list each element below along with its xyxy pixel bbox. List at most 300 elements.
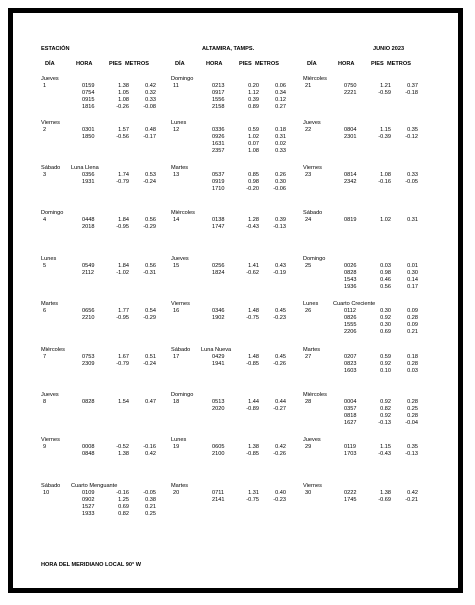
tide-metros: -0.24 <box>143 179 156 185</box>
tide-pies: -0.52 <box>116 444 129 450</box>
tide-hora: 0513 <box>212 399 225 405</box>
tide-hora: 0119 <box>344 444 357 450</box>
tide-pies: 1.08 <box>248 148 259 154</box>
tide-hora: 1527 <box>82 504 95 510</box>
header-metros: METROS <box>255 61 279 67</box>
tide-hora: 2020 <box>212 406 225 412</box>
tide-pies: 0.20 <box>248 83 259 89</box>
tide-metros: 0.44 <box>275 399 286 405</box>
weekday-label: Martes <box>41 301 59 307</box>
header-pies: PIES <box>371 61 384 67</box>
tide-metros: 0.28 <box>407 315 418 321</box>
tide-pies: 0.30 <box>380 322 391 328</box>
weekday-label: Jueves <box>41 392 59 398</box>
tide-hora: 2221 <box>344 90 357 96</box>
tide-metros: 0.09 <box>407 308 418 314</box>
tide-pies: 1.57 <box>118 127 129 133</box>
tide-metros: 0.43 <box>275 263 286 269</box>
station-label: ESTACIÓN <box>41 46 70 52</box>
tide-pies: -0.85 <box>246 451 259 457</box>
header-pies: PIES <box>239 61 252 67</box>
header-dia: DÍA <box>45 61 55 67</box>
tide-metros: 0.35 <box>407 444 418 450</box>
weekday-label: Viernes <box>303 165 322 171</box>
tide-pies: 0.82 <box>380 406 391 412</box>
tide-hora: 1816 <box>82 104 95 110</box>
day-number: 8 <box>43 399 47 405</box>
tide-hora: 0823 <box>344 361 357 367</box>
tide-metros: 0.18 <box>275 127 286 133</box>
tide-hora: 1824 <box>212 270 225 276</box>
tide-pies: 0.46 <box>380 277 391 283</box>
tide-metros: -0.26 <box>273 451 286 457</box>
tide-hora: 1555 <box>344 322 357 328</box>
tide-pies: 1.48 <box>248 354 259 360</box>
tide-pies: -0.39 <box>378 134 391 140</box>
weekday-label: Miércoles <box>303 392 327 398</box>
tide-metros: 0.56 <box>145 263 156 269</box>
tide-metros: -0.23 <box>273 315 286 321</box>
weekday-label: Domingo <box>171 392 194 398</box>
tide-hora: 1631 <box>212 141 225 147</box>
tide-hora: 0828 <box>82 399 95 405</box>
tide-hora: 0109 <box>82 490 95 496</box>
weekday-label: Lunes <box>303 301 319 307</box>
header-hora: HORA <box>76 61 93 67</box>
tide-metros: 0.42 <box>407 490 418 496</box>
tide-hora: 0159 <box>82 83 95 89</box>
tide-pies: -1.02 <box>116 270 129 276</box>
day-number: 9 <box>43 444 47 450</box>
tide-metros: -0.19 <box>273 270 286 276</box>
weekday-label: Lunes <box>41 256 57 262</box>
header-hora: HORA <box>338 61 355 67</box>
tide-pies: 1.02 <box>380 217 391 223</box>
tide-metros: 0.30 <box>275 179 286 185</box>
day-number: 26 <box>305 308 312 314</box>
tide-hora: 0826 <box>344 315 357 321</box>
tide-pies: 0.30 <box>380 308 391 314</box>
tide-pies: 1.25 <box>118 497 129 503</box>
tide-hora: 0138 <box>212 217 225 223</box>
tide-metros: -0.24 <box>143 361 156 367</box>
tide-pies: -0.13 <box>378 420 391 426</box>
tide-pies: -0.16 <box>116 490 129 496</box>
tide-metros: -0.12 <box>405 134 418 140</box>
tide-pies: -0.26 <box>116 104 129 110</box>
tide-hora: 0336 <box>212 127 225 133</box>
tide-metros: 0.33 <box>407 172 418 178</box>
tide-pies: 0.39 <box>248 97 259 103</box>
tide-hora: 0213 <box>212 83 225 89</box>
tide-pies: 0.92 <box>380 399 391 405</box>
tide-hora: 1933 <box>82 511 95 517</box>
tide-pies: -0.16 <box>378 179 391 185</box>
tide-pies: 0.92 <box>380 413 391 419</box>
tide-pies: -0.95 <box>116 224 129 230</box>
weekday-label: Jueves <box>41 76 59 82</box>
tide-pies: 1.41 <box>248 263 259 269</box>
tide-hora: 1543 <box>344 277 357 283</box>
tide-pies: 1.38 <box>380 490 391 496</box>
tide-hora: 2018 <box>82 224 95 230</box>
tide-hora: 1710 <box>212 186 225 192</box>
day-number: 4 <box>43 217 47 223</box>
weekday-label: Sábado <box>171 347 191 353</box>
tide-metros: -0.31 <box>143 270 156 276</box>
tide-hora: 0804 <box>344 127 357 133</box>
tide-hora: 2342 <box>344 179 357 185</box>
tide-hora: 2357 <box>212 148 225 154</box>
tide-pies: 1.77 <box>118 308 129 314</box>
tide-pies: -0.85 <box>246 361 259 367</box>
tide-metros: -0.29 <box>143 224 156 230</box>
tide-hora: 2309 <box>82 361 95 367</box>
tide-hora: 0818 <box>344 413 357 419</box>
tide-pies: 1.02 <box>248 134 259 140</box>
tide-hora: 2141 <box>212 497 225 503</box>
header-pies: PIES <box>109 61 122 67</box>
tide-hora: 0902 <box>82 497 95 503</box>
tide-hora: 0711 <box>212 490 225 496</box>
tide-metros: 0.01 <box>407 263 418 269</box>
day-number: 18 <box>173 399 180 405</box>
tide-hora: 0605 <box>212 444 225 450</box>
tide-hora: 1747 <box>212 224 225 230</box>
tide-pies: 0.69 <box>380 329 391 335</box>
tide-pies: 0.98 <box>248 179 259 185</box>
tide-hora: 0356 <box>82 172 95 178</box>
tide-hora: 0256 <box>212 263 225 269</box>
tide-pies: 0.85 <box>248 172 259 178</box>
tide-metros: -0.06 <box>273 186 286 192</box>
tide-pies: -0.62 <box>246 270 259 276</box>
tide-pies: 0.10 <box>380 368 391 374</box>
day-number: 15 <box>173 263 180 269</box>
tide-hora: 1603 <box>344 368 357 374</box>
tide-metros: 0.02 <box>275 141 286 147</box>
tide-hora: 2301 <box>344 134 357 140</box>
weekday-label: Martes <box>171 483 189 489</box>
day-number: 21 <box>305 83 312 89</box>
tide-hora: 0753 <box>82 354 95 360</box>
weekday-label: Domingo <box>41 210 64 216</box>
day-number: 6 <box>43 308 47 314</box>
tide-metros: -0.23 <box>273 497 286 503</box>
tide-pies: -0.20 <box>246 186 259 192</box>
tide-pies: 0.56 <box>380 284 391 290</box>
weekday-label: Lunes <box>171 437 187 443</box>
tide-hora: 0004 <box>344 399 357 405</box>
tide-pies: 0.92 <box>380 315 391 321</box>
tide-metros: 0.18 <box>407 354 418 360</box>
tide-hora: 0026 <box>344 263 357 269</box>
tide-pies: 1.08 <box>380 172 391 178</box>
weekday-label: Viernes <box>41 120 60 126</box>
weekday-label: Domingo <box>171 76 194 82</box>
footer-note: HORA DEL MERIDIANO LOCAL 90° W <box>41 562 142 568</box>
tide-hora: 0656 <box>82 308 95 314</box>
tide-hora: 0537 <box>212 172 225 178</box>
tide-metros: 0.09 <box>407 322 418 328</box>
tide-hora: 1627 <box>344 420 357 426</box>
tide-pies: 0.03 <box>380 263 391 269</box>
tide-hora: 0848 <box>82 451 95 457</box>
tide-pies: 1.74 <box>118 172 129 178</box>
tide-metros: 0.26 <box>275 172 286 178</box>
tide-hora: 1936 <box>344 284 357 290</box>
tide-metros: 0.56 <box>145 217 156 223</box>
header-hora: HORA <box>206 61 223 67</box>
tide-hora: 2112 <box>82 270 95 276</box>
header-dia: DÍA <box>307 61 317 67</box>
tide-metros: 0.34 <box>275 90 286 96</box>
day-number: 5 <box>43 263 47 269</box>
tide-metros: -0.21 <box>405 497 418 503</box>
tide-metros: 0.38 <box>145 497 156 503</box>
tide-hora: 1902 <box>212 315 225 321</box>
tide-pies: 1.67 <box>118 354 129 360</box>
tide-hora: 0819 <box>344 217 357 223</box>
tide-metros: 0.32 <box>145 90 156 96</box>
tide-metros: -0.08 <box>143 104 156 110</box>
tide-hora: 0549 <box>82 263 95 269</box>
tide-hora: 1850 <box>82 134 95 140</box>
tide-hora: 0346 <box>212 308 225 314</box>
tide-pies: -0.43 <box>246 224 259 230</box>
tide-metros: 0.45 <box>275 354 286 360</box>
tide-pies: 1.38 <box>248 444 259 450</box>
tide-pies: 0.92 <box>380 361 391 367</box>
tide-pies: 1.38 <box>118 83 129 89</box>
tide-metros: -0.13 <box>405 451 418 457</box>
tide-pies: 0.59 <box>248 127 259 133</box>
day-number: 3 <box>43 172 47 178</box>
tide-hora: 2158 <box>212 104 225 110</box>
tide-pies: 1.05 <box>118 90 129 96</box>
tide-metros: 0.42 <box>145 451 156 457</box>
tide-metros: 0.40 <box>275 490 286 496</box>
day-number: 25 <box>305 263 312 269</box>
weekday-label: Jueves <box>303 437 321 443</box>
weekday-label: Miércoles <box>41 347 65 353</box>
day-number: 13 <box>173 172 180 178</box>
tide-metros: 0.25 <box>145 511 156 517</box>
weekday-label: Sábado <box>41 165 61 171</box>
tide-metros: -0.04 <box>405 420 418 426</box>
tide-metros: 0.51 <box>145 354 156 360</box>
tide-pies: -0.59 <box>378 90 391 96</box>
weekday-label: Martes <box>171 165 189 171</box>
tide-pies: 1.31 <box>248 490 259 496</box>
tide-hora: 1556 <box>212 97 225 103</box>
tide-hora: 0828 <box>344 270 357 276</box>
tide-hora: 0112 <box>344 308 357 314</box>
tide-pies: 1.12 <box>248 90 259 96</box>
tide-pies: 0.82 <box>118 511 129 517</box>
day-number: 20 <box>173 490 180 496</box>
tide-pies: 0.07 <box>248 141 259 147</box>
tide-pies: 0.69 <box>118 504 129 510</box>
tide-metros: 0.12 <box>275 97 286 103</box>
tide-metros: 0.28 <box>407 399 418 405</box>
day-number: 1 <box>43 83 47 89</box>
tide-pies: -0.43 <box>378 451 391 457</box>
tide-metros: -0.29 <box>143 315 156 321</box>
day-number: 23 <box>305 172 312 178</box>
tide-pies: 0.98 <box>380 270 391 276</box>
tide-pies: 1.08 <box>118 97 129 103</box>
tide-metros: -0.16 <box>143 444 156 450</box>
tide-hora: 0301 <box>82 127 95 133</box>
tide-hora: 0919 <box>212 179 225 185</box>
weekday-label: Sábado <box>303 210 323 216</box>
tide-pies: -0.75 <box>246 315 259 321</box>
tide-metros: 0.30 <box>407 270 418 276</box>
moon-phase: Luna Llena <box>71 165 99 171</box>
moon-phase: Cuarto Creciente <box>333 301 376 307</box>
tide-pies: -0.56 <box>116 134 129 140</box>
place-name: ALTAMIRA, TAMPS. <box>202 46 255 52</box>
tide-metros: -0.26 <box>273 361 286 367</box>
day-number: 7 <box>43 354 47 360</box>
tide-metros: 0.17 <box>407 284 418 290</box>
weekday-label: Jueves <box>303 120 321 126</box>
tide-pies: -0.79 <box>116 361 129 367</box>
tide-hora: 0207 <box>344 354 357 360</box>
tide-pies: 1.21 <box>380 83 391 89</box>
day-number: 12 <box>173 127 180 133</box>
tide-hora: 1941 <box>212 361 225 367</box>
tide-metros: 0.06 <box>275 83 286 89</box>
tide-pies: -0.79 <box>116 179 129 185</box>
tide-metros: 0.21 <box>145 504 156 510</box>
tide-metros: 0.47 <box>145 399 156 405</box>
tide-pies: 1.15 <box>380 127 391 133</box>
tide-metros: 0.28 <box>407 413 418 419</box>
tide-metros: 0.33 <box>275 148 286 154</box>
tide-metros: 0.48 <box>145 127 156 133</box>
tide-hora: 0915 <box>82 97 95 103</box>
tide-metros: 0.42 <box>275 444 286 450</box>
weekday-label: Miércoles <box>303 76 327 82</box>
tide-pies: 1.84 <box>118 263 129 269</box>
tide-metros: 0.28 <box>407 361 418 367</box>
tide-metros: 0.33 <box>145 97 156 103</box>
day-number: 16 <box>173 308 180 314</box>
tide-hora: 1745 <box>344 497 357 503</box>
day-number: 24 <box>305 217 312 223</box>
tide-hora: 1931 <box>82 179 95 185</box>
tide-metros: 0.14 <box>407 277 418 283</box>
day-number: 28 <box>305 399 312 405</box>
tide-hora: 0926 <box>212 134 225 140</box>
tide-metros: -0.17 <box>143 134 156 140</box>
header-metros: METROS <box>387 61 411 67</box>
tide-metros: 0.21 <box>407 329 418 335</box>
weekday-label: Sábado <box>41 483 61 489</box>
tide-metros: 0.42 <box>145 83 156 89</box>
day-number: 17 <box>173 354 180 360</box>
tide-pies: 1.48 <box>248 308 259 314</box>
weekday-label: Martes <box>303 347 321 353</box>
weekday-label: Viernes <box>171 301 190 307</box>
tide-metros: 0.45 <box>275 308 286 314</box>
day-number: 27 <box>305 354 312 360</box>
tide-hora: 0750 <box>344 83 357 89</box>
tide-pies: 1.28 <box>248 217 259 223</box>
day-number: 14 <box>173 217 180 223</box>
day-number: 10 <box>43 490 50 496</box>
tide-metros: 0.54 <box>145 308 156 314</box>
moon-phase: Luna Nueva <box>201 347 232 353</box>
day-number: 2 <box>43 127 47 133</box>
tide-pies: 0.59 <box>380 354 391 360</box>
tide-metros: -0.05 <box>405 179 418 185</box>
tide-hora: 0754 <box>82 90 95 96</box>
tide-pies: 0.89 <box>248 104 259 110</box>
tide-metros: -0.18 <box>405 90 418 96</box>
tide-pies: 1.44 <box>248 399 259 405</box>
tide-hora: 2206 <box>344 329 357 335</box>
day-number: 30 <box>305 490 312 496</box>
tide-hora: 0357 <box>344 406 357 412</box>
tide-pies: -0.75 <box>246 497 259 503</box>
tide-pies: -0.95 <box>116 315 129 321</box>
tide-hora: 0448 <box>82 217 95 223</box>
tide-hora: 0429 <box>212 354 225 360</box>
tide-metros: 0.31 <box>407 217 418 223</box>
weekday-label: Viernes <box>303 483 322 489</box>
header-metros: METROS <box>125 61 149 67</box>
tide-hora: 0814 <box>344 172 357 178</box>
tide-metros: 0.25 <box>407 406 418 412</box>
weekday-label: Lunes <box>171 120 187 126</box>
tide-metros: 0.31 <box>275 134 286 140</box>
tide-hora: 0222 <box>344 490 357 496</box>
tide-pies: -0.69 <box>378 497 391 503</box>
tide-hora: 0917 <box>212 90 225 96</box>
tide-hora: 2100 <box>212 451 225 457</box>
tide-pies: 1.15 <box>380 444 391 450</box>
moon-phase: Cuarto Menguante <box>71 483 118 489</box>
tide-hora: 2210 <box>82 315 95 321</box>
tide-pies: 1.38 <box>118 451 129 457</box>
weekday-label: Viernes <box>41 437 60 443</box>
tide-hora: 0008 <box>82 444 95 450</box>
tide-metros: 0.27 <box>275 104 286 110</box>
day-number: 29 <box>305 444 312 450</box>
day-number: 19 <box>173 444 180 450</box>
tide-metros: -0.27 <box>273 406 286 412</box>
day-number: 22 <box>305 127 312 133</box>
tide-table-page <box>8 8 463 593</box>
month-year: JUNIO 2023 <box>373 46 405 52</box>
tide-metros: 0.35 <box>407 127 418 133</box>
tide-metros: -0.13 <box>273 224 286 230</box>
tide-metros: 0.39 <box>275 217 286 223</box>
header-dia: DÍA <box>175 61 185 67</box>
day-number: 11 <box>173 83 179 89</box>
tide-metros: 0.53 <box>145 172 156 178</box>
tide-metros: -0.05 <box>143 490 156 496</box>
weekday-label: Miércoles <box>171 210 195 216</box>
tide-metros: 0.03 <box>407 368 418 374</box>
weekday-label: Domingo <box>303 256 326 262</box>
tide-pies: 1.54 <box>118 399 129 405</box>
tide-pies: -0.89 <box>246 406 259 412</box>
tide-pies: 1.84 <box>118 217 129 223</box>
